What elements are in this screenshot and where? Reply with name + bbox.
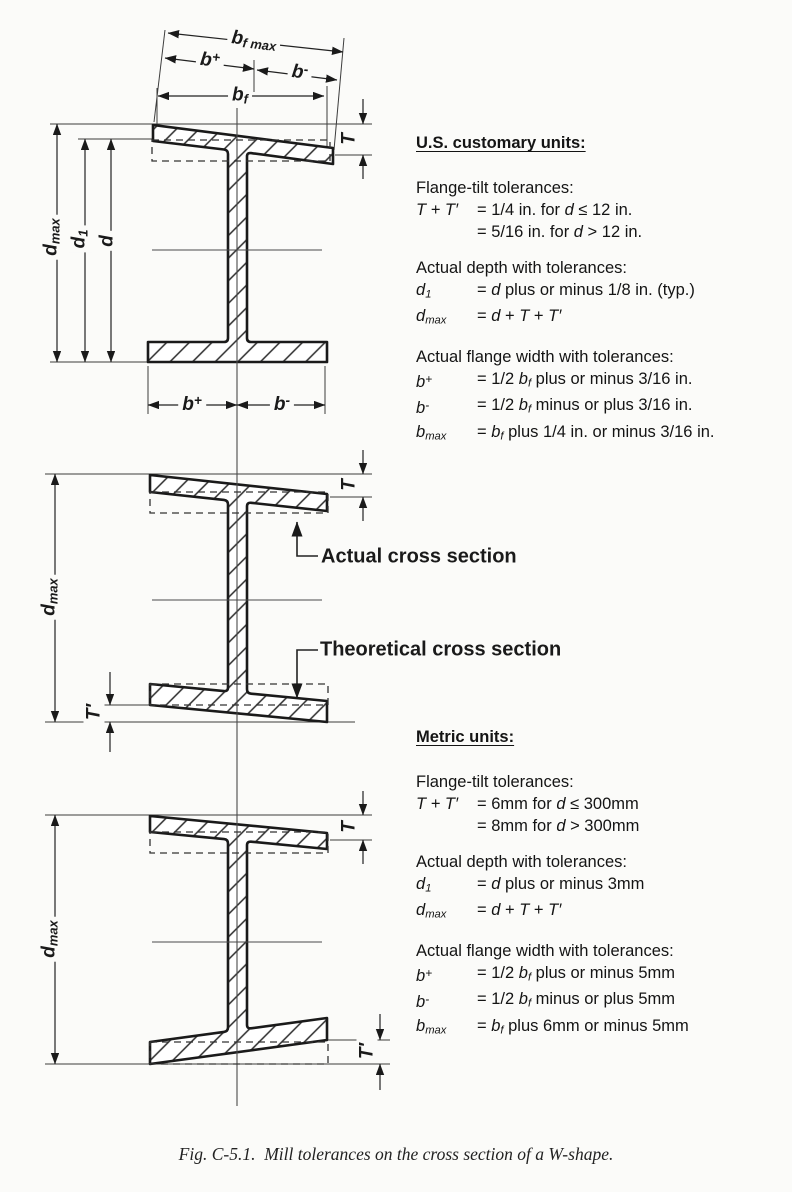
text-segment: + xyxy=(529,901,549,920)
formula-row xyxy=(416,199,792,221)
text-segment: d xyxy=(556,817,566,835)
text-segment: b xyxy=(230,27,245,50)
text-segment: = 1/2 xyxy=(477,369,519,388)
formula-lhs xyxy=(416,873,477,899)
text-segment: = 1/4 in. for xyxy=(477,201,565,219)
text-segment: b xyxy=(518,963,528,982)
section-title: Actual flange width with tolerances: xyxy=(416,941,674,960)
us-units-block xyxy=(416,132,792,447)
formula-row xyxy=(416,899,792,925)
text-segment: minus or plus 3/16 in. xyxy=(531,396,693,415)
section-title: Actual flange width with tolerances: xyxy=(416,347,674,366)
text-segment: + xyxy=(500,307,520,326)
formula-row xyxy=(416,815,792,837)
formula-rhs xyxy=(477,873,792,899)
text-segment: = xyxy=(477,422,492,441)
text-segment: T′ xyxy=(548,307,562,326)
formula-rhs xyxy=(477,221,792,243)
text-segment: b xyxy=(182,393,194,415)
text-segment: = xyxy=(477,1016,492,1035)
text-segment: b xyxy=(491,1016,501,1035)
text-segment: plus or minus 3/16 in. xyxy=(531,369,693,388)
dim-label-T-beam3 xyxy=(339,817,360,837)
text-segment: = xyxy=(477,875,492,893)
formula-rhs xyxy=(477,279,792,305)
text-segment: b xyxy=(273,393,286,415)
formula-row xyxy=(416,962,792,988)
text-segment: d xyxy=(40,244,62,256)
metric-units-sections xyxy=(416,771,792,1041)
text-segment: max xyxy=(425,908,447,921)
formula-lhs xyxy=(416,305,477,331)
formula-row xyxy=(416,1015,792,1041)
text-segment: d xyxy=(416,281,426,299)
theoretical-cross-section-label: Theoretical cross section xyxy=(320,638,562,661)
text-segment: > 12 in. xyxy=(582,223,643,241)
text-segment: d xyxy=(491,281,501,299)
text-segment: T + T′ xyxy=(416,795,459,813)
text-segment: d xyxy=(68,236,90,249)
dim-label-dmax-beam3 xyxy=(39,916,62,961)
text-segment: T xyxy=(519,307,530,326)
text-segment: T′ xyxy=(548,901,562,920)
text-segment: d xyxy=(491,901,501,920)
text-segment: = 1/2 xyxy=(477,396,519,415)
formula-lhs xyxy=(416,199,477,221)
dim-label-dmax-beam2 xyxy=(39,574,62,619)
us-units-heading: U.S. customary units: xyxy=(416,134,586,152)
text-segment: 1 xyxy=(75,229,91,237)
dim-label-d1-beam1 xyxy=(69,226,92,253)
text-segment: T′ xyxy=(83,703,105,721)
text-segment: b xyxy=(416,399,426,418)
dim-label-b-plus-top xyxy=(195,48,225,73)
text-segment: b xyxy=(518,396,528,415)
formula-lhs xyxy=(416,962,477,988)
dim-label-T-beam1 xyxy=(339,129,360,149)
text-segment: max xyxy=(45,920,61,947)
text-segment: f xyxy=(500,430,504,443)
formula-rhs xyxy=(477,962,792,988)
text-segment: b xyxy=(416,373,426,392)
formula-row xyxy=(416,305,792,331)
section-title: Flange-tilt tolerances: xyxy=(416,179,574,197)
text-segment: > 300mm xyxy=(565,817,640,835)
formula-row xyxy=(416,793,792,815)
text-segment: 1 xyxy=(425,882,432,895)
text-segment: d xyxy=(416,901,426,920)
text-segment: ≤ 12 in. xyxy=(573,201,633,219)
text-segment: f xyxy=(527,377,532,390)
dim-label-bf xyxy=(228,85,252,108)
text-segment: + xyxy=(529,307,549,326)
formula-lhs xyxy=(416,368,477,394)
formula-rhs xyxy=(477,394,792,420)
text-segment: b xyxy=(491,422,501,441)
formula-rhs xyxy=(477,368,792,394)
formula-row xyxy=(416,368,792,394)
text-segment: d xyxy=(38,604,60,616)
formula-lhs xyxy=(416,221,477,243)
text-segment: minus or plus 5mm xyxy=(531,990,676,1009)
text-segment: - xyxy=(425,398,430,413)
text-segment: f xyxy=(500,1024,504,1037)
text-segment: T′ xyxy=(356,1042,378,1060)
formula-lhs xyxy=(416,793,477,815)
text-segment: T + T′ xyxy=(416,201,459,219)
formula-rhs xyxy=(477,793,792,815)
actual-cross-section-label: Actual cross section xyxy=(321,545,517,568)
text-segment: b xyxy=(518,369,528,388)
formula-row xyxy=(416,988,792,1014)
formula-rhs xyxy=(477,199,792,221)
text-segment: plus 6mm or minus 5mm xyxy=(503,1016,689,1035)
text-segment: = xyxy=(477,307,492,326)
metric-units-block xyxy=(416,726,792,1041)
text-segment: T xyxy=(519,901,530,920)
dim-label-T-beam2 xyxy=(339,475,360,495)
text-segment: max xyxy=(425,314,447,327)
text-segment: = xyxy=(477,901,492,920)
text-segment: f xyxy=(527,403,532,416)
formula-lhs xyxy=(416,899,477,925)
section-title: Flange-tilt tolerances: xyxy=(416,773,574,791)
text-segment: b xyxy=(416,993,426,1012)
dim-label-b-minus-top xyxy=(287,60,313,84)
text-segment: b xyxy=(290,61,305,84)
text-segment: = 1/2 xyxy=(477,990,519,1009)
text-segment: d xyxy=(491,307,501,326)
text-segment: = 8mm for xyxy=(477,817,557,835)
centerlines xyxy=(152,108,322,1106)
text-segment: d xyxy=(38,946,60,958)
text-segment: - xyxy=(303,61,310,77)
formula-rhs xyxy=(477,988,792,1014)
dim-label-dmax-beam1 xyxy=(41,214,64,259)
formula-row xyxy=(416,873,792,899)
dim-label-b-minus-bottom xyxy=(270,393,294,415)
formula-rhs xyxy=(477,421,792,447)
beam-2-cross-section xyxy=(150,475,327,722)
text-segment: 1 xyxy=(425,288,432,301)
text-segment: plus or minus 5mm xyxy=(531,963,676,982)
text-segment: d xyxy=(416,307,426,326)
formula-row xyxy=(416,221,792,243)
text-segment: + xyxy=(211,49,221,66)
section-title: Actual depth with tolerances: xyxy=(416,853,627,871)
formula-rhs xyxy=(477,1015,792,1041)
dim-label-Tprime-beam3 xyxy=(357,1039,378,1063)
formula-rhs xyxy=(477,815,792,837)
text-segment: f xyxy=(527,971,532,984)
text-segment: + xyxy=(425,371,433,386)
formula-lhs xyxy=(416,988,477,1014)
text-segment: d xyxy=(556,795,566,813)
formula-lhs xyxy=(416,815,477,837)
text-segment: f max xyxy=(241,35,278,54)
formula-lhs xyxy=(416,1015,477,1041)
text-segment: plus or minus 1/8 in. (typ.) xyxy=(500,281,695,299)
text-segment: plus or minus 3mm xyxy=(500,875,645,893)
text-segment: = xyxy=(477,281,492,299)
text-segment: max xyxy=(45,578,61,605)
text-segment: d xyxy=(96,235,118,247)
text-segment: plus 1/4 in. or minus 3/16 in. xyxy=(503,422,715,441)
text-segment: d xyxy=(564,201,574,219)
text-segment: - xyxy=(425,992,430,1007)
text-segment: b xyxy=(232,84,244,106)
text-segment: b xyxy=(416,967,426,986)
text-segment: - xyxy=(285,393,291,409)
formula-lhs xyxy=(416,279,477,305)
text-segment: b xyxy=(416,1016,426,1035)
text-segment: f xyxy=(243,91,248,107)
us-units-sections xyxy=(416,177,792,447)
formula-row xyxy=(416,394,792,420)
formula-lhs xyxy=(416,421,477,447)
formula-rhs xyxy=(477,899,792,925)
text-segment: b xyxy=(518,990,528,1009)
text-segment: max xyxy=(47,218,63,245)
dim-label-d-beam1 xyxy=(97,231,118,251)
text-segment: = 6mm for xyxy=(477,795,557,813)
text-segment: = 1/2 xyxy=(477,963,519,982)
metric-units-heading: Metric units: xyxy=(416,728,515,746)
formula-row xyxy=(416,279,792,305)
text-segment: b xyxy=(416,422,426,441)
text-segment: T xyxy=(338,479,360,491)
dim-label-Tprime-beam2 xyxy=(84,700,105,724)
section-title: Actual depth with tolerances: xyxy=(416,259,627,277)
text-segment: + xyxy=(425,965,433,980)
formula-row xyxy=(416,421,792,447)
text-segment: d xyxy=(491,875,501,893)
text-segment: T xyxy=(338,133,360,145)
formula-lhs xyxy=(416,394,477,420)
text-segment: T xyxy=(338,821,360,833)
figure-caption: Fig. C-5.1. Mill tolerances on the cross section of a W-shape. xyxy=(178,1144,614,1164)
text-segment: d xyxy=(416,875,426,893)
text-segment: max xyxy=(425,1024,447,1037)
text-segment: f xyxy=(527,997,532,1010)
text-segment: b xyxy=(199,48,213,72)
text-segment: = 5/16 in. for xyxy=(477,223,574,241)
text-segment: d xyxy=(573,223,583,241)
text-segment: + xyxy=(500,901,520,920)
text-segment: max xyxy=(425,430,447,443)
formula-rhs xyxy=(477,305,792,331)
leader-lines xyxy=(297,522,318,698)
text-segment: + xyxy=(193,393,202,409)
text-segment: ≤ 300mm xyxy=(565,795,639,813)
dim-label-b-plus-bottom xyxy=(178,393,206,415)
